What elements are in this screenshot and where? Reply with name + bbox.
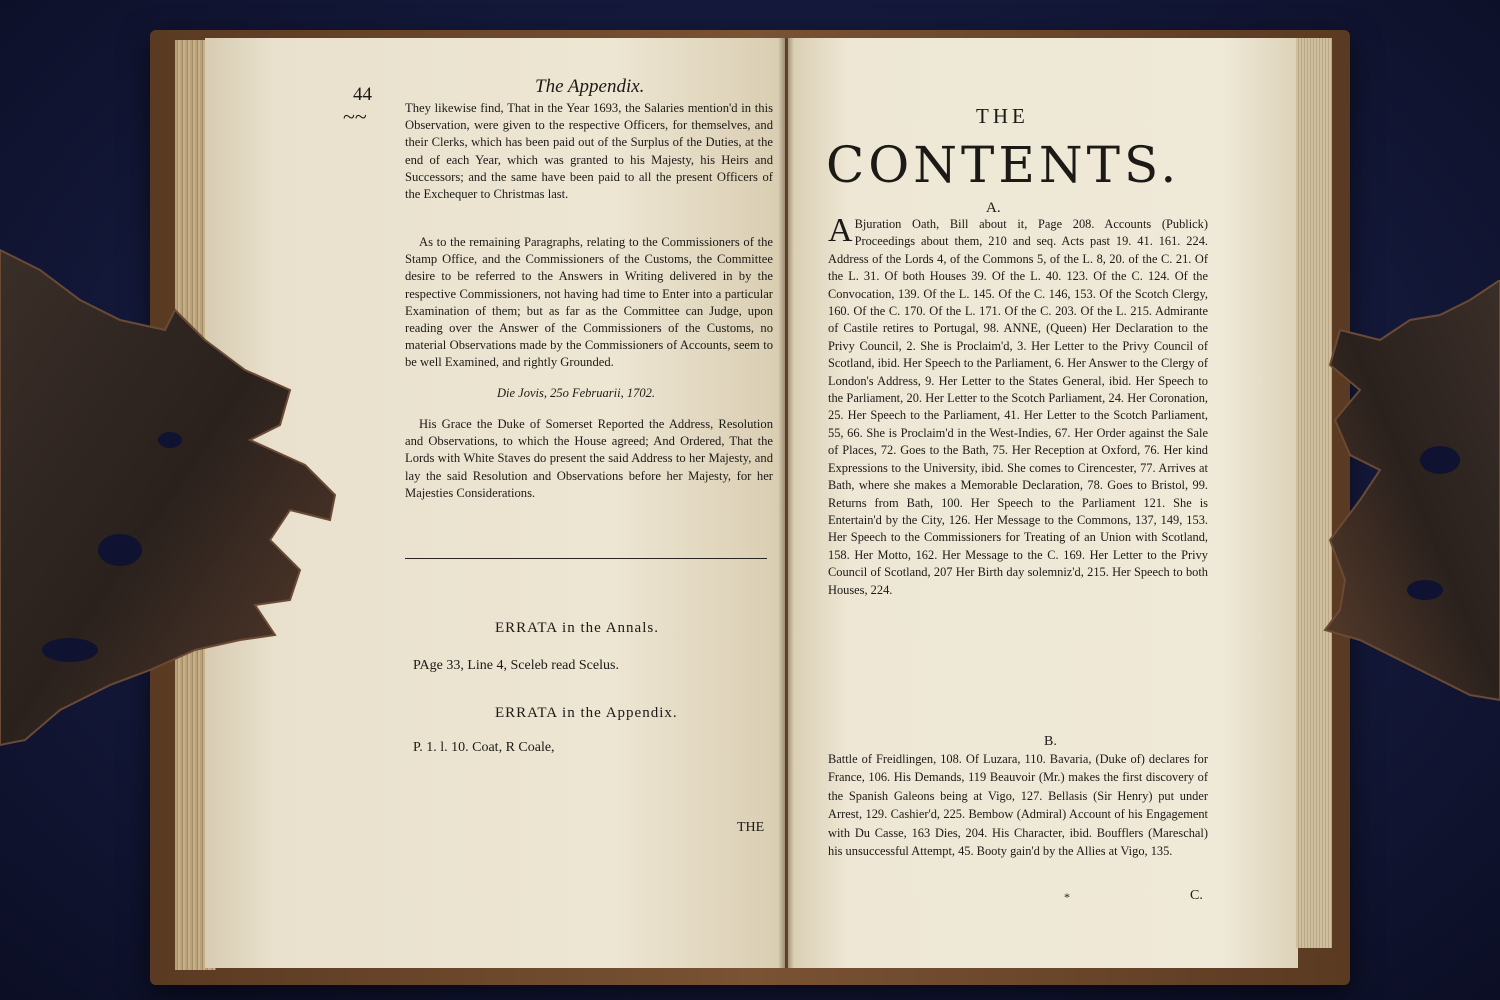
flourish-ornament: ~~ — [343, 104, 367, 129]
the-heading: THE — [976, 104, 1029, 128]
errata-appendix-heading: ERRATA in the Appendix. — [495, 705, 678, 721]
divider-rule — [405, 558, 767, 559]
date-line: Die Jovis, 25o Februarii, 1702. — [497, 386, 655, 400]
section-letter-b: B. — [1044, 734, 1057, 749]
left-page-clamp — [0, 240, 345, 760]
paragraph-salaries: They likewise find, That in the Year 1693, the Salaries mention'd in this Observation, were given to the respective Officers, for themselves, and their Clerks, which has been paid out of the Surplus of the Duties, at the end of each Year, which was granted to his Majesty, his Heirs and Successors; and the same have been paid to all the present Officers of the Exchequer to Christmas last. — [405, 101, 773, 202]
index-entries-a — [828, 212, 1208, 599]
running-head: The Appendix. — [535, 76, 645, 97]
errata-appendix-entry: P. 1. l. 10. Coat, R Coale, — [413, 740, 555, 755]
paragraph-somerset: His Grace the Duke of Somerset Reported the Address, Resolution and Observations, to which the House agreed; And Ordered, That the Lords with White Staves do present the said Address to her Majesty, and lay the said Resolution and Observations before her Majesty, for her Majesties Considerations. — [405, 417, 773, 500]
errata-annals-entry: PAge 33, Line 4, Sceleb read Scelus. — [413, 658, 619, 673]
section-letter-c: C. — [1190, 888, 1203, 903]
right-page-clamp — [1320, 280, 1500, 750]
signature-mark: * — [1064, 890, 1070, 904]
index-entries-a-text: Bjuration Oath, Bill about it, Page 208. Accounts (Publick) Proceedings about them, 210 and seq. Acts past 19. 41. 161. 224. Address of the Lords 4, of the Commons 5, of the L. 8, 20. of the C. 21. Of the L. 31. Of both Houses 39. Of the L. 40. 123. Of the C. 124. Of the Convocation, 139. Of the L. 145. Of the C. 146, 153. Of the Scotch Clergy, 160. Of the C. 170. Of the L. 171. Of the C. 203. Of the L. 215. Admirante of Castile retires to Portugal, 98. ANNE, (Queen) Her Declaration to the Privy Council, 2. She is Proclaim'd, 3. Her Letter to the Privy Council of Scotland, ibid. Her Speech to the Parliament, 6. Her Answer to the Clergy of London's Address, 9. Her Letter to the States General, ibid. Her Speech to the Parliament, 20. Her Letter to the Scotch Parliament, 24. Her Coronation, 25. Her Speech to the Parliament, 41. Her Letter to the Scotch Parliament, 55, 66. She is Proclaim'd in the West-Indies, 67. Her Order against the Sale of Places, 72. Goes to the Bath, 75. Her Reception at Oxford, 76. Her kind Expressions to the University, ibid. She comes to Cirencester, 77. Arrives at Bath, where she makes a Memorable Declaration, 78. Goes to Bristol, 99. Returns from Bath, 100. Her Speech to the Parliament 121. She is Entertain'd by the City, 126. Her Message to the Commons, 137, 149, 153. Her Speech to the Commissioners for Treating of an Union with Scotland, 158. Her Motto, 162. Her Message to the C. 169. Her Letter to the Privy Council of Scotland, 207 Her Birth day solemniz'd, 215. Her Speech to both Houses, 224. — [828, 217, 1208, 597]
index-entries-b: Battle of Freidlingen, 108. Of Luzara, 110. Bavaria, (Duke of) declares for France, 106. His Demands, 119 Beauvoir (Mr.) makes the first discovery of the Spanish Galeons being at Vigo, 127. Bellasis (Sir Henry) put under Arrest, 129. Cashier'd, 225. Bembow (Admiral) Account of his Engagement with Du Casse, 163 Dies, 204. His Character, ibid. Boufflers (Mareschal) his unsuccessful Attempt, 45. Booty gain'd by the Allies at Vigo, 135. — [828, 752, 1208, 859]
right-page — [788, 38, 1298, 968]
catchword: THE — [737, 820, 765, 835]
page-number: 44 — [353, 84, 372, 105]
section-letter-a: A. — [986, 200, 1001, 216]
paragraph-remaining: As to the remaining Paragraphs, relating to the Commissioners of the Stamp Office, and the Commissioners of the Customs, the Committee desire to be referred to the Answers in Writing delivered in by the respective Commissioners, not having had time to Enter into a particular Examination of them; but as far as the Committee can Judge, upon reading over the Answer of the Commissioners of the Customs, no material Observations made by the Commissioners of Accounts, seem to be well Examined, and rightly Grounded. — [405, 235, 773, 370]
contents-heading: CONTENTS. — [826, 136, 1181, 194]
errata-annals-heading: ERRATA in the Annals. — [495, 620, 659, 636]
drop-cap: A — [828, 212, 853, 249]
book-gutter — [778, 38, 794, 968]
